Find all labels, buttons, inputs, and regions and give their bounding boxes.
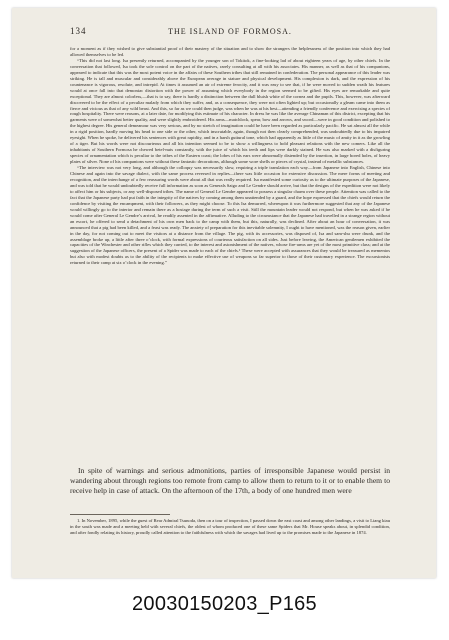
footnote bbox=[70, 518, 390, 568]
page-number: 134 bbox=[70, 26, 87, 36]
running-title: THE ISLAND OF FORMOSA. bbox=[168, 27, 292, 36]
footnote-text: 1. In November, 1895, while the guest of Rear Admiral Tsunoda, then on a tour of inspection, I passed down the east coast and among other landings, a visit to Liang kiau in the south was made and a meeting held with several chiefs, the oldest of whom produced one of these same Spiders that Mr. House speaks about, in splendid condition, and after fondly relating its history, proudly called attention to the faithfulness with which the savages had lived up to the promises made to the Japanese in 1874. bbox=[70, 518, 390, 535]
footnote-divider bbox=[70, 514, 170, 515]
quoted-text-block bbox=[70, 46, 390, 466]
image-caption: 20030150203_P165 bbox=[132, 593, 317, 615]
paragraph-interview: “The interview was not very long, and although the colloquy was necessarily slow, requiring a triple translation each way—from Japanese into English, Chinese into Chinese and again into the savage dialect, with the same process reversed in replies—there was little occasion for extensive discussion. The mere forms of meeting and recognition, and the interchange of a few reassuring words were about all that was really required. Isa manifested some curiosity as to the ultimate purposes of the Japanese, and was told that he would undoubtedly receive full information as soon as Generals Saigo and Le Gendre should arrive, but that the designs of the expedition were not likely to affect him or his subjects, or any well-disposed tribes. The name of General Le Gendre appeared to possess a singular charm over these people. Attention was called to the fact that the Japanese party had put faith in the integrity of the natives by coming among them unattended by a guard, and the hope expressed that the chiefs would return the confidence by visiting the encampment, with their followers, as they might choose. To this Isa demurred, whereupon it was furthermore suggested that any of the Japanese would willingly go to the interior and remain there as a hostage during the term of such a visit. Still the mountain leader would not respond, but when he was asked if he would come after General Le Gendre’s arrival, he readily assented in the affirmative. Alluding to the circumstance that the Japanese had travelled in a strange region without an escort, he offered to send a detachment of his own men back to the camp with them, but this, naturally, was declined. After about an hour of conversation, it was announced that a pig had been killed, and a feast was ready. The anxiety of preparation for this inevitable solemnity, I ought to have mentioned, was the reason given, earlier in the day, for not coming out to meet the visitors at a distance from the village. The pig, with its accessories, was disposed of, Isa and sam-shu were drunk, and the assemblage broke up, a little after three o’clock, with formal expressions of courteous satisfaction on all sides. Just before leaving, the American gentlemen exhibited the capacities of the Winchester and other rifles which they carried, to the interest and astonishment of the natives, whose fire-arms are yet of the most primitive class; and at the suggestion of the Japanese officers, the present of a Spider was made to each of the chiefs.¹ These were accepted with assurances that they would be treasured as mementos but also with modest doubts as to the ability of the recipients to make effective use of weapons so far superior to those of their customary experience. The excursionists returned to their camp at six o’clock in the evening.” bbox=[70, 165, 390, 266]
paragraph-intro: for a moment as if they wished to give substantial proof of their mastery of the situation and to show the strangers the helplessness of the position into which they had allowed themselves to be led. bbox=[70, 46, 390, 57]
main-text-block bbox=[70, 466, 390, 512]
paragraph-warnings: In spite of warnings and serious admonitions, parties of irresponsible Japanese would persist in wandering about through regions too remote from camp to allow them to return to it or to enable them to receive help in case of attack. On the afternoon of the 17th, a body of one hundred men were bbox=[70, 466, 390, 496]
page-header bbox=[70, 26, 390, 38]
paragraph-isa-description: “This did not last long. Isa presently returned, accompanied by the younger son of Tokitok, a fine-looking lad of about eighteen years of age, by other chiefs. In the conversation that followed, Isa took the sole control on the part of the natives, rarely consulting at all with his associates. His manner, as well as that of his companions, appeared to indicate that this was the most potent voice in the affairs of these Southern tribes that still remained in confederation. The personal appearance of this leader was striking. He is tall and muscular and considerably above the European average in stature and physical development. His complexion is dark, and the expression of his countenance is vigorous, resolute, and intrepid. At times it assumed an air of extreme ferocity, and it was easy to see that, if he were moved to sudden wrath his features would at once fall into that demoniac distortion with the power of assuming which everybody in the region seemed to be gifted. His eyes are remarkable and quite exceptional. They are almost colorless,—that is to say, there is hardly a distinction between the dull bluish white of the cornea and the pupils. This, however, was afterward discovered to be the effect of a peculiar malady from which they suffer, and, as a consequence, they were not often lighted up; but occasionally a gleam came into them as fierce and vicious as that of any wild beast. And this, so far as we could then judge, was when he was at his best—attending a friendly conference and exercising a species of rough hospitality. There were reasons, at a later date, for modifying this estimate of his character. In dress he was like the average Chinaman of this district, excepting that his garments were of somewhat better quality, and were slightly embroidered. His arms—matchlock, spear, bow and arrows, and sword—were in good condition and polished to the highest degree. His general demeanour was very serious, and by no stretch of imagination could he have been regarded as particularly pacific. He sat almost all the while in a rigid position, hardly moving his head to one side or the other, which inscrutable, again, though not then clearly comprehended, was undoubtedly due to his impaired eyesight. When he spoke, he delivered his sentences with great rapidity, and in a harsh guttural tone, which had apparently as little of the music of amity in it as the growling of a tiger. But his words were not discourteous and all his intention seemed to be to show a willingness to hold pleasant relations with the new comers. Like all the inhabitants of Southern Formosa he chewed betel-nuts constantly, with the juice of which his teeth and lips were darkly stained. He was also marked with a disfiguring species of ornamentation which is peculiar to the tribes of the Eastern coast; the lobes of his ears were abnormally distended by the insertion, in large bored holes, of heavy plates of silver. None of his companions were without these fantastic decorations, although some wore shells or pieces of crystal, instead of metallic substances. bbox=[70, 57, 390, 165]
